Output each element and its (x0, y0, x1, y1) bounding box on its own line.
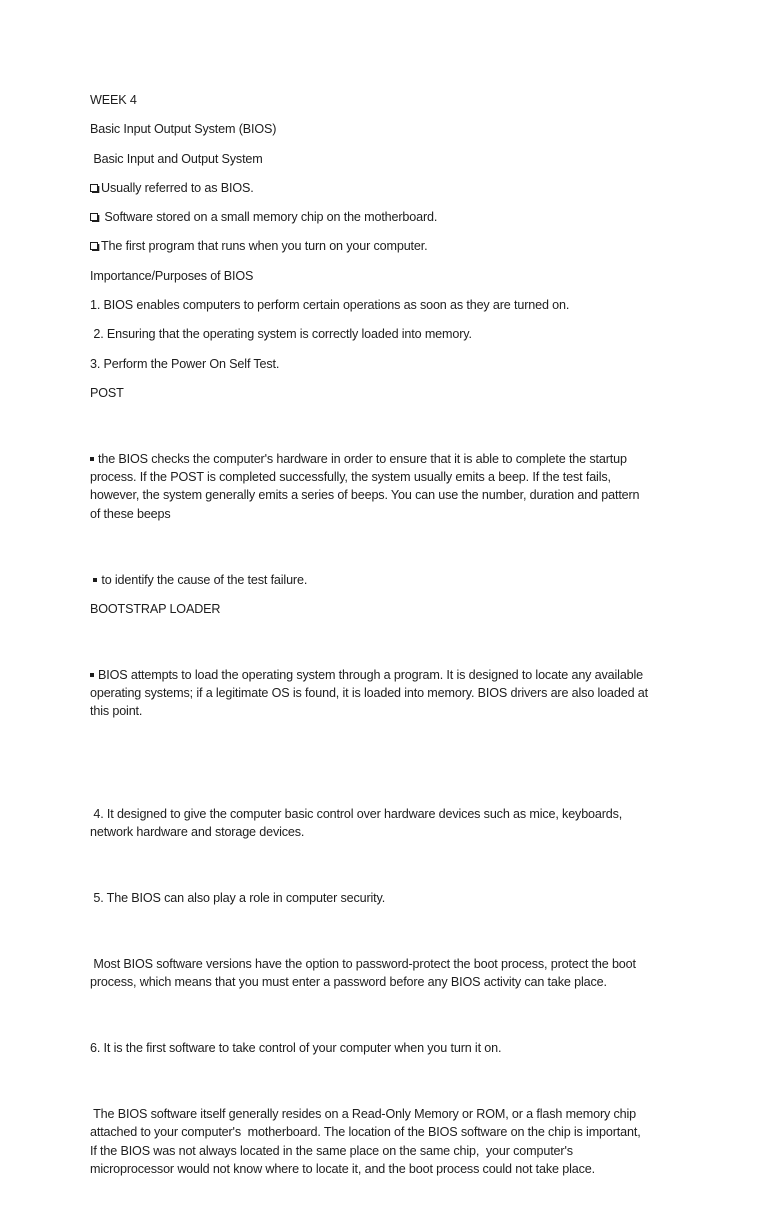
paragraph-line: network hardware and storage devices. (90, 825, 305, 840)
paragraph-line: attached to your computer's motherboard. The location of the BIOS software on the chip is important, (90, 1125, 641, 1140)
bios-subheading: Basic Input and Output System (90, 151, 263, 166)
numbered-item-4 (90, 768, 678, 878)
paragraph-line (90, 450, 678, 468)
rom-paragraph (90, 1068, 678, 1214)
importance-heading: Importance/Purposes of BIOS (90, 268, 254, 283)
numbered-item-5: 5. The BIOS can also play a role in computer security. (90, 891, 386, 906)
paragraph-line-text: BIOS attempts to load the operating system through a program. It is designed to locate any available (98, 667, 644, 682)
checklist-item-label: Usually referred to as BIOS. (101, 180, 254, 195)
checkbox-icon (90, 241, 100, 251)
paragraph-line: The BIOS software itself generally resides on a Read-Only Memory or ROM, or a flash memory chip (90, 1107, 636, 1122)
paragraph-line (90, 666, 678, 684)
security-paragraph (90, 918, 678, 1028)
paragraph-line: of these beeps (90, 506, 171, 521)
bios-heading: Basic Input Output System (BIOS) (90, 122, 277, 137)
paragraph-line: process. If the POST is completed successfully, the system usually emits a beep. If the test fails, (90, 470, 611, 485)
numbered-item-6: 6. It is the first software to take control of your computer when you turn it on. (90, 1041, 502, 1056)
checklist-item (90, 237, 678, 255)
bullet-icon (93, 578, 97, 582)
checklist-item (90, 208, 678, 226)
paragraph-line: this point. (90, 704, 143, 719)
document-body (90, 91, 678, 1226)
post-paragraph (90, 413, 678, 559)
paragraph-line: If the BIOS was not always located in the same place on the same chip, your computer's (90, 1143, 573, 1158)
numbered-item-3: 3. Perform the Power On Self Test. (90, 356, 280, 371)
paragraph-line: however, the system generally emits a series of beeps. You can use the number, duration and pattern (90, 488, 640, 503)
bootstrap-heading: BOOTSTRAP LOADER (90, 601, 221, 616)
post-followup (90, 571, 678, 589)
post-heading: POST (90, 385, 124, 400)
post-followup-text: to identify the cause of the test failure. (101, 572, 308, 587)
bootstrap-paragraph (90, 629, 678, 757)
paragraph-line: 4. It designed to give the computer basic control over hardware devices such as mice, keyboards, (90, 806, 623, 821)
checklist-item-label: The first program that runs when you turn on your computer. (101, 239, 428, 254)
paragraph-line-text: the BIOS checks the computer's hardware in order to ensure that it is able to complete the startup (98, 451, 627, 466)
numbered-item-2: 2. Ensuring that the operating system is correctly loaded into memory. (90, 327, 472, 342)
checklist-item-label: Software stored on a small memory chip on the motherboard. (101, 210, 438, 225)
numbered-item-1: 1. BIOS enables computers to perform certain operations as soon as they are turned on. (90, 298, 570, 313)
paragraph-line: process, which means that you must enter a password before any BIOS activity can take place. (90, 975, 607, 990)
paragraph-line: operating systems; if a legitimate OS is found, it is loaded into memory. BIOS drivers are also loaded at (90, 686, 648, 701)
checklist-item (90, 179, 678, 197)
bullet-icon (90, 457, 94, 461)
paragraph-line: microprocessor would not know where to locate it, and the boot process could not take place. (90, 1161, 595, 1176)
bullet-icon (90, 673, 94, 677)
checkbox-icon (90, 212, 100, 222)
week-title: WEEK 4 (90, 93, 137, 107)
checkbox-icon (90, 183, 100, 193)
paragraph-line: Most BIOS software versions have the option to password-protect the boot process, protect the boot (90, 956, 636, 971)
